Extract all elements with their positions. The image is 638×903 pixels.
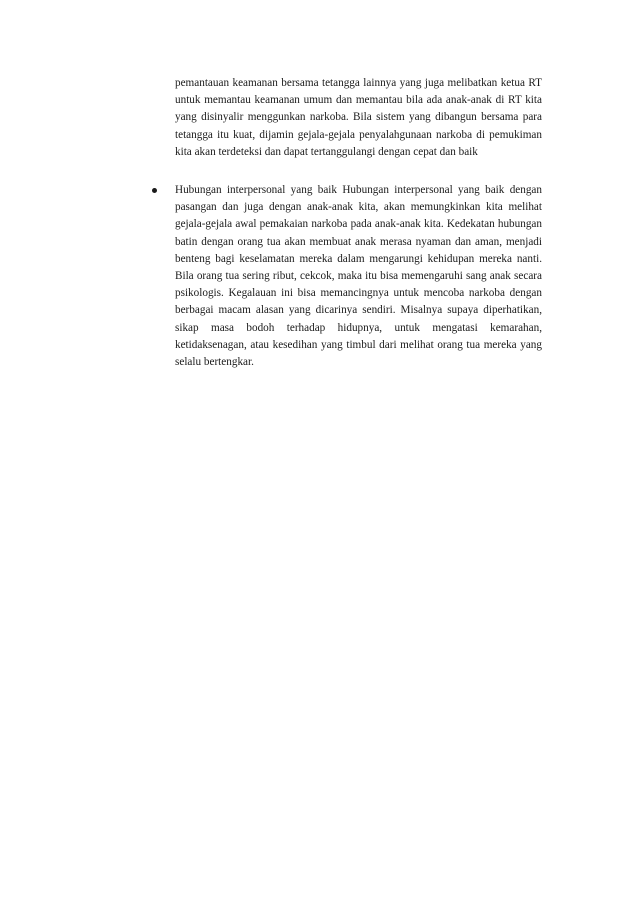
continuation-paragraph: pemantauan keamanan bersama tetangga lainnya yang juga melibatkan ketua RT untuk memantau keamanan umum dan memantau bila ada anak-anak di RT kita yang disinyalir menggunkan narkoba. Bila sistem yang dibangun bersama para tetangga itu kuat, dijamin gejala-gejala penyalahgunaan narkoba di pemukiman kita akan terdeteksi dan dapat tertanggulangi dengan cepat dan baik [175, 77, 542, 158]
bullet-dot-icon [152, 188, 157, 193]
bullet-item-text: Hubungan interpersonal yang baik Hubungan interpersonal yang baik dengan pasangan dan juga dengan anak-anak kita, akan memungkinkan kita melihat gejala-gejala awal pemakaian narkoba pada anak-anak kita. Kedekatan hubungan batin dengan orang tua akan membuat anak merasa nyaman dan aman, menjadi benteng bagi keselamatan mereka dalam mengarungi kehidupan mereka nanti. Bila orang tua sering ribut, cekcok, maka itu bisa memengaruhi sang anak secara psikologis. Kegalauan ini bisa memancingnya untuk mencoba narkoba dengan berbagai macam alasan yang dicarinya sendiri. Misalnya supaya diperhatikan, sikap masa bodoh terhadap hidupnya, untuk mengatasi kemarahan, ketidaksenagan, atau kesedihan yang timbul dari melihat orang tua mereka yang selalu bertengkar. [175, 184, 542, 369]
